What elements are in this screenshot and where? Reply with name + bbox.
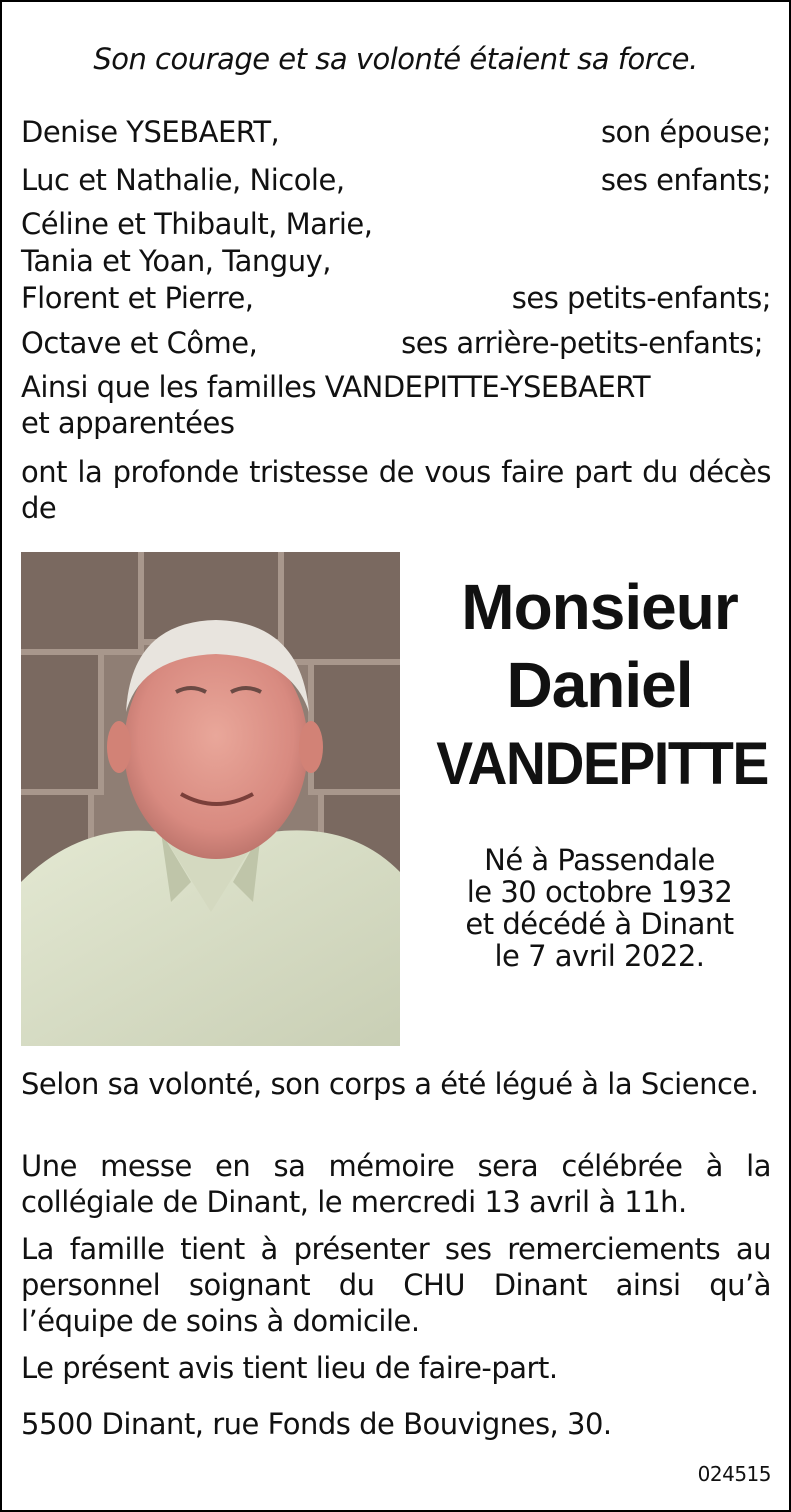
family-name: Tania et Yoan, Tanguy, [21, 244, 331, 278]
paragraph-thanks: La famille tient à présenter ses remerciements au personnel soignant du CHU Dinant ainsi qu’à l’équipe de soins à domicile. [21, 1232, 771, 1338]
family-name: Denise YSEBAERT, [21, 115, 280, 149]
announcement: ont la profonde tristesse de vous faire part du décès de [21, 455, 771, 525]
family-row-grandchildren-2 [21, 243, 771, 279]
deceased-first-name: Daniel [506, 649, 693, 721]
reference-number: 024515 [697, 1462, 771, 1486]
family-row-spouse [21, 114, 771, 150]
family-relation: ses petits-enfants; [511, 281, 771, 315]
paragraph-notice: Le présent avis tient lieu de faire-part. [21, 1351, 558, 1385]
family-relation: ses enfants; [600, 163, 771, 197]
family-name: Octave et Côme, [21, 326, 258, 360]
family-relation: ses arrière-petits-enfants; [401, 326, 763, 360]
family-row-children [21, 162, 771, 198]
portrait-illustration [21, 552, 400, 1046]
family-name: Florent et Pierre, [21, 281, 254, 315]
family-row-great-grandchildren [21, 325, 771, 361]
birth-place: Né à Passendale [484, 843, 715, 877]
paragraph-science: Selon sa volonté, son corps a été légué à la Science. [21, 1067, 759, 1101]
death-place: et décédé à Dinant [465, 907, 734, 941]
deceased-title: Monsieur [461, 571, 738, 643]
family-name: Céline et Thibault, Marie, [21, 207, 373, 241]
deceased-name [422, 568, 777, 804]
family-row-grandchildren-1 [21, 206, 771, 242]
family-name: Luc et Nathalie, Nicole, [21, 163, 345, 197]
death-date: le 7 avril 2022. [494, 939, 705, 973]
deceased-last-name: VANDEPITTE [436, 730, 768, 797]
family-row-grandchildren-3 [21, 280, 771, 316]
birth-date: le 30 octobre 1932 [466, 875, 733, 909]
birth-death-dates [422, 844, 777, 972]
family-relation: son épouse; [600, 115, 771, 149]
families-line [21, 369, 771, 441]
families-line-2: et apparentées [21, 406, 235, 440]
deceased-portrait [21, 552, 400, 1046]
paragraph-mass: Une messe en sa mémoire sera célébrée à la collégiale de Dinant, le mercredi 13 avril à 11h. [21, 1149, 771, 1219]
address: 5500 Dinant, rue Fonds de Bouvignes, 30. [21, 1407, 612, 1441]
quote: Son courage et sa volonté étaient sa force. [93, 42, 698, 76]
families-line-1: Ainsi que les familles VANDEPITTE-YSEBAERT [21, 370, 651, 404]
